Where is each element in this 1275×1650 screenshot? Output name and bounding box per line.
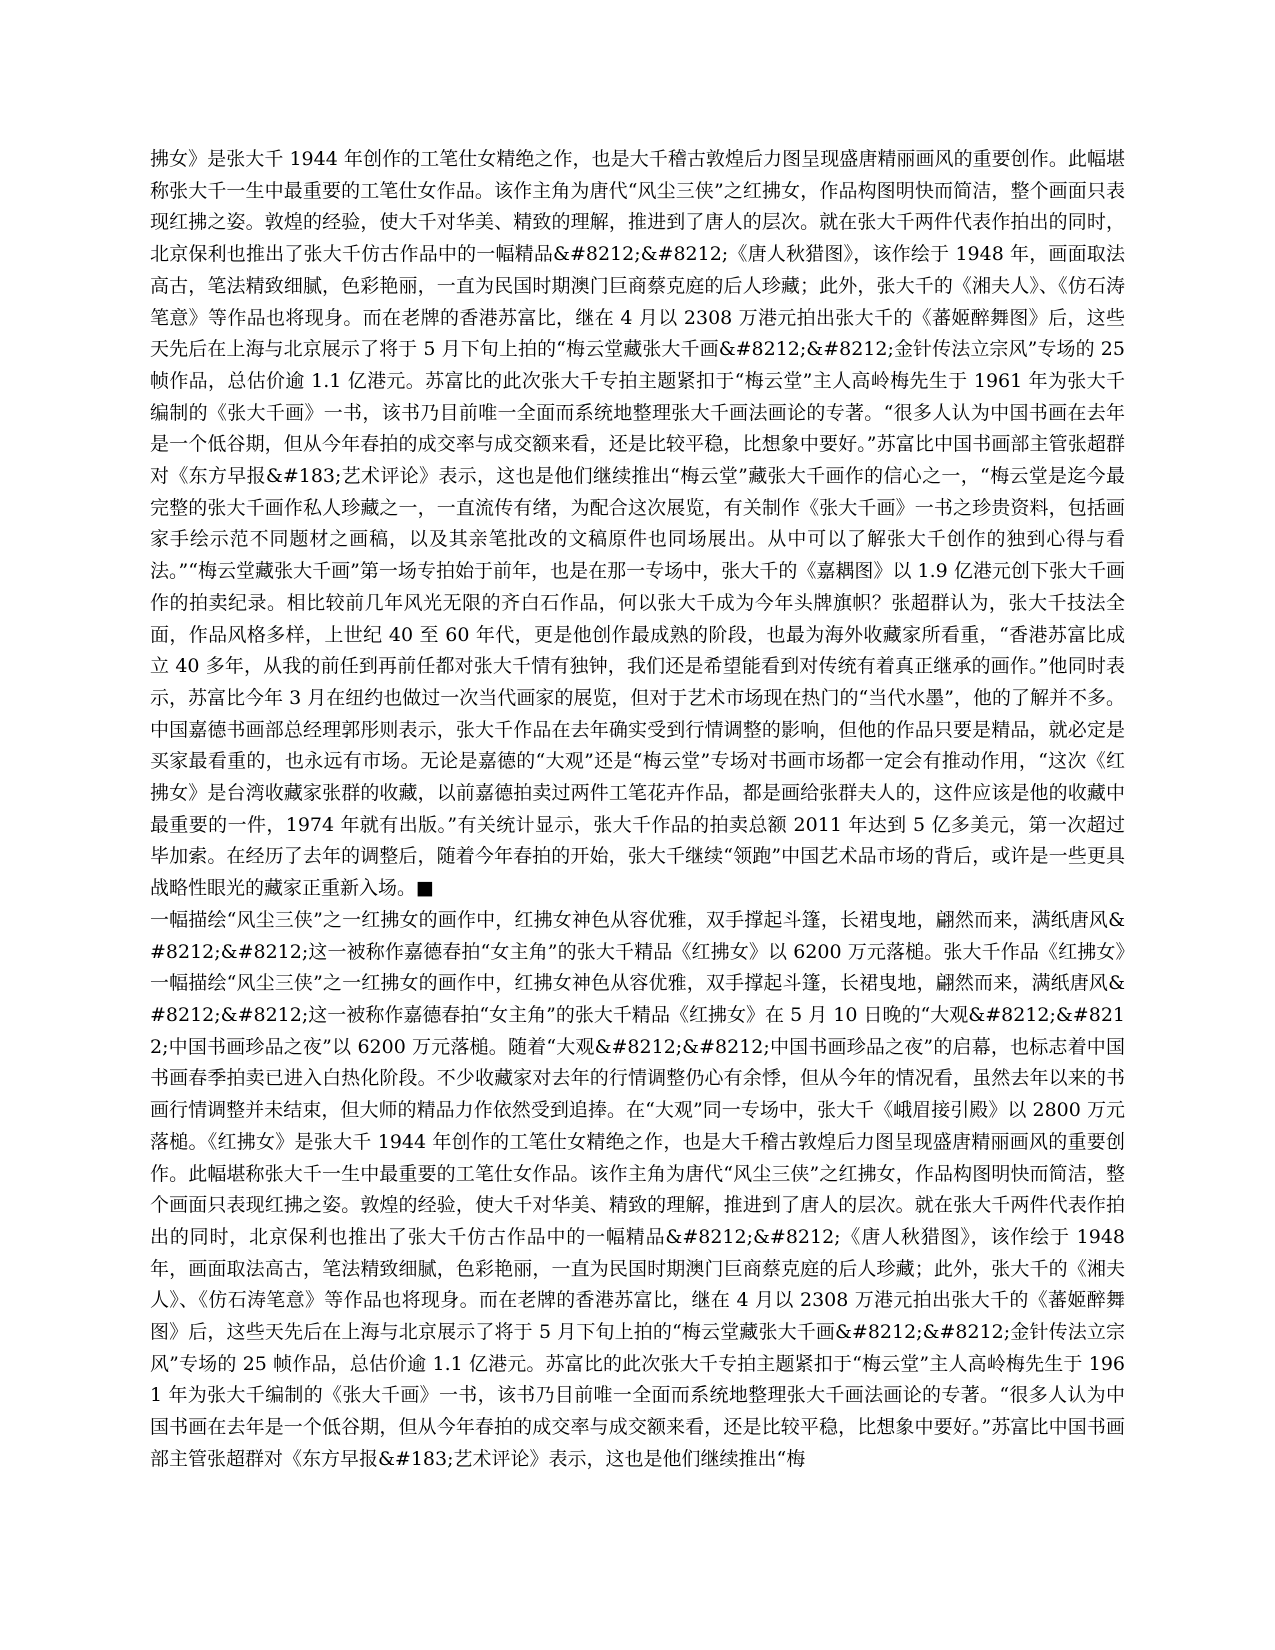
body-paragraph-1: 拂女》是张大千 1944 年创作的工笔仕女精绝之作，也是大千稽古敦煌后力图呈现盛唐精丽画风的重要创作。此幅堪称张大千一生中最重要的工笔仕女作品。该作主角为唐代“风尘三侠”之红拂女，作品构图明快而简洁，整个画面只表现红拂之姿。敦煌的经验，使大千对华美、精致的理解，推进到了唐人的层次。就在张大千两件代表作拍出的同时，北京保利也推出了张大千仿古作品中的一幅精品&#8212;&#8212;《唐人秋猎图》，该作绘于 1948 年，画面取法高古，笔法精致细腻，色彩艳丽，一直为民国时期澳门巨商蔡克庭的后人珍藏；此外，张大千的《湘夫人》、《仿石涛笔意》等作品也将现身。而在老牌的香港苏富比，继在 4 月以 2308 万港元拍出张大千的《蕃姬醉舞图》后，这些天先后在上海与北京展示了将于 5 月下旬上拍的“梅云堂藏张大千画&#8212;&#8212;金针传法立宗风”专场的 25 帧作品，总估价逾 1.1 亿港元。苏富比的此次张大千专拍主题紧扣于“梅云堂”主人高岭梅先生于 1961 年为张大千编制的《张大千画》一书，该书乃目前唯一全面而系统地整理张大千画法画论的专著。“很多人认为中国书画在去年是一个低谷期，但从今年春拍的成交率与成交额来看，还是比较平稳，比想象中要好。”苏富比中国书画部主管张超群对《东方早报&#183;艺术评论》表示，这也是他们继续推出“梅云堂”藏张大千画作的信心之一，“梅云堂是迄今最完整的张大千画作私人珍藏之一，一直流传有绪，为配合这次展览，有关制作《张大千画》一书之珍贵资料，包括画家手绘示范不同题材之画稿，以及其亲笔批改的文稿原件也同场展出。从中可以了解张大千创作的独到心得与看法。”“梅云堂藏张大千画”第一场专拍始于前年，也是在那一专场中，张大千的《嘉耦图》以 1.9 亿港元创下张大千画作的拍卖纪录。相比较前几年风光无限的齐白石作品，何以张大千成为今年头牌旗帜？张超群认为，张大千技法全面，作品风格多样，上世纪 40 至 60 年代，更是他创作最成熟的阶段，也最为海外收藏家所看重，“香港苏富比成立 40 多年，从我的前任到再前任都对张大千情有独钟，我们还是希望能看到对传统有着真正继承的画作。”他同时表示，苏富比今年 3 月在纽约也做过一次当代画家的展览，但对于艺术市场现在热门的“当代水墨”，他的了解并不多。中国嘉德书画部总经理郭彤则表示，张大千作品在去年确实受到行情调整的影响，但他的作品只要是精品，就必定是买家最看重的，也永远有市场。无论是嘉德的“大观”还是“梅云堂”专场对书画市场都一定会有推动作用，“这次《红拂女》是台湾收藏家张群的收藏，以前嘉德拍卖过两件工笔花卉作品，都是画给张群夫人的，这件应该是他的收藏中最重要的一件，1974 年就有出版。”有关统计显示，张大千作品的拍卖总额 2011 年达到 5 亿多美元，第一次超过毕加索。在经历了去年的调整后，随着今年春拍的开始，张大千继续“领跑”中国艺术品市场的背后，或许是一些更具战略性眼光的藏家正重新入场。■	[150, 148, 1125, 900]
body-paragraph-2: 一幅描绘“风尘三侠”之一红拂女的画作中，红拂女神色从容优雅，双手撑起斗篷，长裙曳地，翩然而来，满纸唐风&#8212;&#8212;这一被称作嘉德春拍“女主角”的张大千精品《红拂女》以 6200 万元落槌。张大千作品《红拂女》一幅描绘“风尘三侠”之一红拂女的画作中，红拂女神色从容优雅，双手撑起斗篷，长裙曳地，翩然而来，满纸唐风&#8212;&#8212;这一被称作嘉德春拍“女主角”的张大千精品《红拂女》在 5 月 10 日晚的“大观&#8212;&#8212;中国书画珍品之夜”以 6200 万元落槌。随着“大观&#8212;&#8212;中国书画珍品之夜”的启幕，也标志着中国书画春季拍卖已进入白热化阶段。不少收藏家对去年的行情调整仍心有余悸，但从今年的情况看，虽然去年以来的书画行情调整并未结束，但大师的精品力作依然受到追捧。在“大观”同一专场中，张大千《峨眉接引殿》以 2800 万元落槌。《红拂女》是张大千 1944 年创作的工笔仕女精绝之作，也是大千稽古敦煌后力图呈现盛唐精丽画风的重要创作。此幅堪称张大千一生中最重要的工笔仕女作品。该作主角为唐代“风尘三侠”之红拂女，作品构图明快而简洁，整个画面只表现红拂之姿。敦煌的经验，使大千对华美、精致的理解，推进到了唐人的层次。就在张大千两件代表作拍出的同时，北京保利也推出了张大千仿古作品中的一幅精品&#8212;&#8212;《唐人秋猎图》，该作绘于 1948 年，画面取法高古，笔法精致细腻，色彩艳丽，一直为民国时期澳门巨商蔡克庭的后人珍藏；此外，张大千的《湘夫人》、《仿石涛笔意》等作品也将现身。而在老牌的香港苏富比，继在 4 月以 2308 万港元拍出张大千的《蕃姬醉舞图》后，这些天先后在上海与北京展示了将于 5 月下旬上拍的“梅云堂藏张大千画&#8212;&#8212;金针传法立宗风”专场的 25 帧作品，总估价逾 1.1 亿港元。苏富比的此次张大千专拍主题紧扣于“梅云堂”主人高岭梅先生于 1961 年为张大千编制的《张大千画》一书，该书乃目前唯一全面而系统地整理张大千画法画论的专著。“很多人认为中国书画在去年是一个低谷期，但从今年春拍的成交率与成交额来看，还是比较平稳，比想象中要好。”苏富比中国书画部主管张超群对《东方早报&#183;艺术评论》表示，这也是他们继续推出“梅	[150, 908, 1125, 1470]
document-page	[150, 144, 1125, 1476]
